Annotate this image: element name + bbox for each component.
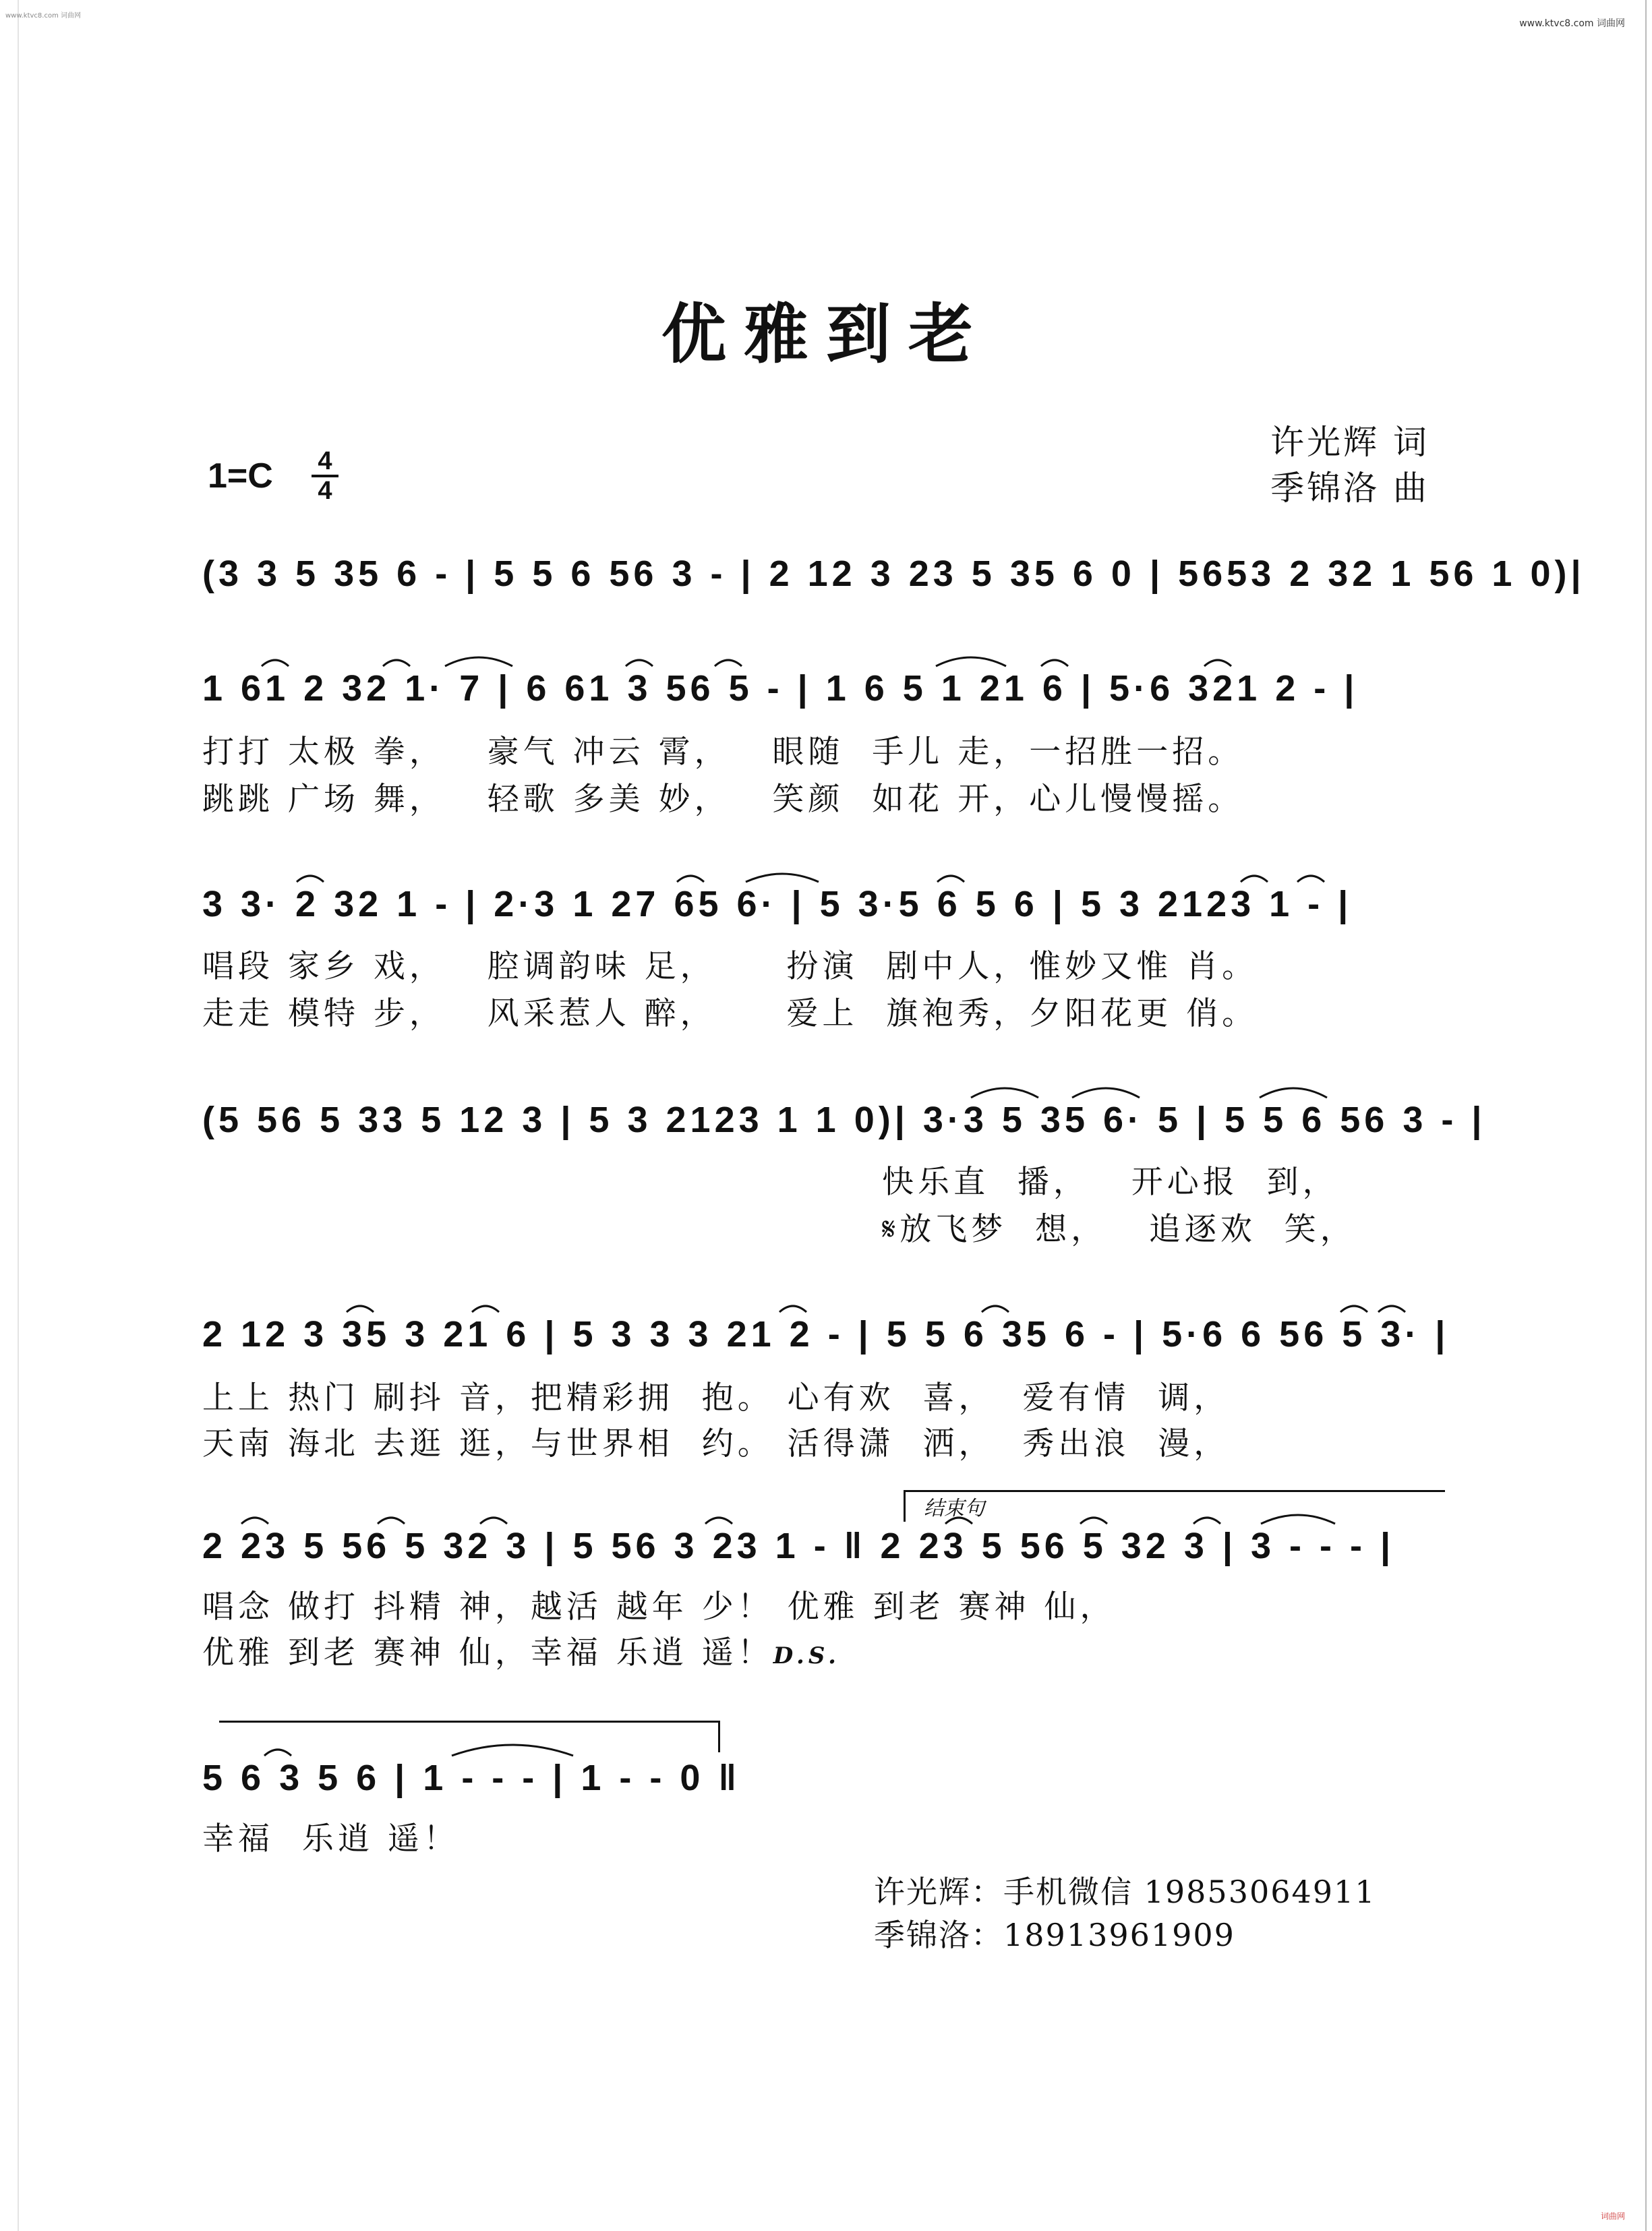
score-line-6: 2 23 5 56 5 32 3 | 5 56 3 23 1 - ‖ 2 23 5 56 5 32 3 | 3 - - - |: [202, 1526, 1395, 1566]
song-title: 优雅到老: [661, 297, 991, 372]
lyric-line-4-verse-2: 𝄋放飞梦 想， 追逐欢 笑，: [882, 1211, 1356, 1248]
score-line-7: 5 6 3 5 6 | 1 - - - | 1 - - 0 ‖: [202, 1758, 741, 1798]
lyric-line-6-verse-2-text: 优雅 到老 赛神 仙，幸福 乐逍 遥！: [202, 1634, 773, 1671]
composer-credit: 季锦洛 曲: [1270, 469, 1429, 508]
time-signature: [312, 449, 338, 503]
lyric-line-2-verse-2: 跳跳 广场 舞， 轻歌 多美 妙， 笑颜 如花 开，心儿慢慢摇。: [202, 781, 1244, 818]
lyric-line-5-verse-2: 天南 海北 去逛 逛，与世界相 约。 活得潇 洒， 秀出浪 漫，: [202, 1425, 1230, 1462]
score-line-2: 1 61 2 32 1· 7 | 6 61 3 56 5 - | 1 6 5 1 21 6 | 5·6 321 2 - |: [202, 668, 1359, 709]
lyric-line-2-verse-1: 打打 太极 拳， 豪气 冲云 霄， 眼随 手儿 走，一招胜一招。: [202, 734, 1244, 771]
ending-bracket-final: [219, 1721, 720, 1752]
score-line-5: 2 12 3 35 3 21 6 | 5 3 3 3 21 2 - | 5 5 6 35 6 - | 5·6 6 56 5 3· |: [202, 1314, 1450, 1355]
lyric-line-4-verse-1: 快乐直 播， 开心报 到，: [882, 1164, 1338, 1201]
score-line-1: (3 3 5 35 6 - | 5 5 6 56 3 - | 2 12 3 23 5 35 6 0 | 5653 2 32 1 56 1 0)|: [202, 554, 1585, 594]
lyric-line-3-verse-2: 走走 模特 步， 风采惹人 醉， 爱上 旗袍秀，夕阳花更 俏。: [202, 995, 1258, 1032]
score-line-3: 3 3· 2 32 1 - | 2·3 1 27 65 6· | 5 3·5 6 5 6 | 5 3 2123 1 - |: [202, 884, 1353, 924]
ending-bracket: [904, 1490, 1445, 1522]
contact-lyricist: 许光辉：手机微信 19853064911: [874, 1874, 1376, 1910]
key-signature: 1=C: [208, 456, 273, 496]
lyric-line-3-verse-1: 唱段 家乡 戏， 腔调韵味 足， 扮演 剧中人，惟妙又惟 肖。: [202, 948, 1258, 985]
lyric-line-6-verse-2: [202, 1628, 840, 1673]
time-signature-bottom: 4: [318, 477, 332, 505]
footer-mark: 词曲网: [1600, 2211, 1625, 2221]
header-url-right: www.ktvc8.com 词曲网: [1519, 18, 1625, 29]
header-url-left: www.ktvc8.com 词曲网: [5, 12, 82, 20]
lyric-line-6-verse-1: 唱念 做打 抖精 神，越活 越年 少！ 优雅 到老 赛神 仙，: [202, 1588, 1116, 1626]
time-signature-top: 4: [318, 447, 332, 475]
lyricist-credit: 许光辉 词: [1270, 423, 1429, 462]
score-line-4: (5 56 5 33 5 12 3 | 5 3 2123 1 1 0)| 3·3 5 35 6· 5 | 5 5 6 56 3 - |: [202, 1100, 1486, 1140]
lyric-line-7: 幸福 乐逍 遥！: [202, 1820, 459, 1857]
lyric-line-5-verse-1: 上上 热门 刷抖 音，把精彩拥 抱。 心有欢 喜， 爱有情 调，: [202, 1379, 1230, 1417]
ending-label: 结束句: [924, 1497, 984, 1520]
dal-segno-mark: D.S.: [773, 1642, 840, 1669]
contact-composer: 季锦洛：18913961909: [874, 1917, 1235, 1953]
